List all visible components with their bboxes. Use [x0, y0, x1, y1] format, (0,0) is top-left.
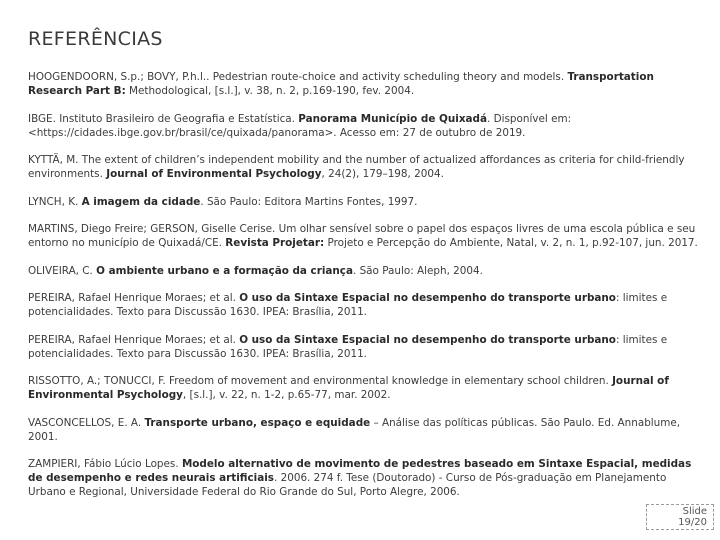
- reference-emphasis: Revista Projetar:: [225, 237, 325, 249]
- reference-emphasis: A imagem da cidade: [81, 195, 201, 208]
- reference-text: LYNCH, K.: [28, 195, 82, 208]
- reference-list: [28, 70, 700, 513]
- reference-item: [28, 291, 700, 319]
- reference-text: , [s.l.], v. 22, n. 1-2, p.65-77, mar. 2002.: [182, 389, 391, 401]
- reference-emphasis: Journal of Environmental Psychology: [28, 375, 669, 401]
- reference-item: [28, 222, 700, 250]
- reference-emphasis: O ambiente urbano e a formação da criança: [96, 264, 353, 277]
- reference-emphasis: Modelo alternativo de movimento de pedestres baseado em Sintaxe Espacial, medidas de desempenho e redes neurais artificiais: [28, 458, 692, 484]
- reference-emphasis: Panorama Município de Quixadá: [298, 112, 487, 125]
- reference-emphasis: Transportation Research Part B:: [28, 71, 654, 97]
- reference-text: . 2006. 274 f. Tese (Doutorado) - Curso de Pós-graduação em Planejamento Urbano e Regional, Universidade Federal do Rio Grande do Sul, Porto Alegre, 2006.: [28, 472, 667, 498]
- reference-text: KYTTÄ, M. The extent of children’s independent mobility and the number of actualized affordances as criteria for child-friendly environments.: [28, 154, 685, 180]
- reference-text: HOOGENDOORN, S.p.; BOVY, P.h.l.. Pedestrian route-choice and activity scheduling theory and models.: [28, 71, 568, 83]
- reference-text: : limites e potencialidades. Texto para Discussão 1630. IPEA: Brasília, 2011.: [28, 333, 668, 360]
- reference-emphasis: Journal of Environmental Psychology: [106, 168, 322, 180]
- reference-text: Methodological, [s.l.], v. 38, n. 2, p.169-190, fev. 2004.: [125, 85, 415, 97]
- reference-emphasis: O uso da Sintaxe Espacial no desempenho do transporte urbano: [239, 333, 616, 346]
- reference-text: Projeto e Percepção do Ambiente, Natal, v. 2, n. 1, p.92-107, jun. 2017.: [324, 237, 698, 249]
- reference-text: RISSOTTO, A.; TONUCCI, F. Freedom of movement and environmental knowledge in elementary school children.: [28, 375, 613, 387]
- reference-emphasis: O uso da Sintaxe Espacial no desempenho do transporte urbano: [239, 292, 616, 304]
- reference-item: [28, 333, 700, 361]
- reference-emphasis: Transporte urbano, espaço e equidade: [144, 416, 371, 429]
- reference-item: [28, 416, 700, 444]
- reference-text: – Análise das políticas públicas. São Paulo. Ed. Annablume, 2001.: [28, 416, 681, 443]
- reference-text: MARTINS, Diego Freire; GERSON, Giselle Cerise. Um olhar sensível sobre o papel dos espaços livres de uma escola pública e seu entorno no município de Quixadá/CE.: [28, 223, 696, 249]
- reference-item: [28, 457, 700, 499]
- slide-number: [646, 504, 714, 530]
- reference-text: VASCONCELLOS, E. A.: [28, 416, 145, 429]
- slide-count: 19/20: [678, 517, 707, 528]
- reference-text: . São Paulo: Aleph, 2004.: [352, 264, 483, 277]
- reference-item: [28, 112, 700, 140]
- reference-item: [28, 153, 700, 181]
- reference-text: , 24(2), 179–198, 2004.: [321, 168, 444, 180]
- reference-text: IBGE. Instituto Brasileiro de Geografia e Estatística.: [28, 112, 299, 125]
- reference-text: . São Paulo: Editora Martins Fontes, 1997.: [200, 195, 418, 208]
- reference-text: OLIVEIRA, C.: [28, 264, 97, 277]
- page-title: REFERÊNCIAS: [28, 28, 163, 50]
- reference-text: PEREIRA, Rafael Henrique Moraes; et al.: [28, 292, 240, 304]
- reference-text: . Disponível em: <https://cidades.ibge.gov.br/brasil/ce/quixada/panorama>. Acesso em: 27 de outubro de 2019.: [28, 112, 572, 139]
- reference-text: ZAMPIERI, Fábio Lúcio Lopes.: [28, 458, 182, 470]
- reference-item: [28, 70, 700, 98]
- slide-label: Slide: [682, 506, 707, 517]
- reference-item: [28, 264, 700, 278]
- reference-item: [28, 374, 700, 402]
- reference-text: : limites e potencialidades. Texto para Discussão 1630. IPEA: Brasília, 2011.: [28, 292, 668, 318]
- reference-item: [28, 195, 700, 209]
- reference-text: PEREIRA, Rafael Henrique Moraes; et al.: [28, 333, 240, 346]
